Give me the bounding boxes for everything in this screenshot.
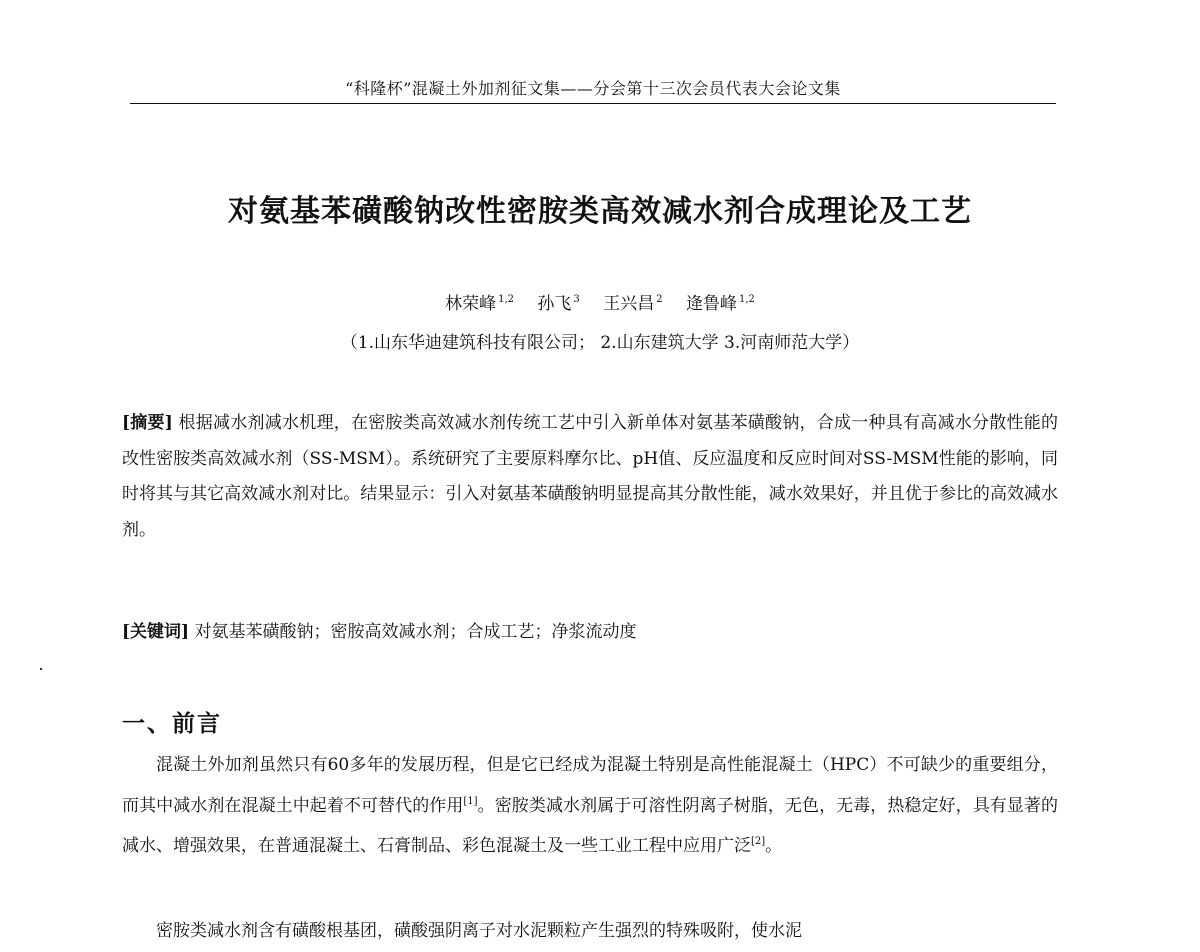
keywords-text: 对氨基苯磺酸钠；密胺高效减水剂；合成工艺；净浆流动度 [194, 622, 637, 642]
paragraph-text: 混凝土外加剂虽然只有60多年的发展历程，但是它已经成为混凝土特别是高性能混凝土（HPC）不可缺少的重要组分，而其中减水剂在混凝土中起着不可替代的作用 [122, 755, 1058, 816]
scan-speck [40, 668, 42, 670]
abstract-text: 根据减水剂减水机理，在密胺类高效减水剂传统工艺中引入新单体对氨基苯磺酸钠，合成一种具有高减水分散性能的改性密胺类高效减水剂（SS-MSM）。系统研究了主要原料摩尔比、pH值、反应温度和反应时间对SS-MSM性能的影响，同时将其与其它高效减水剂对比。结果显示：引入对氨基苯磺酸钠明显提高其分散性能，减水效果好，并且优于参比的高效减水剂。 [122, 413, 1058, 540]
paper-title: 对氨基苯磺酸钠改性密胺类高效减水剂合成理论及工艺 [228, 194, 972, 229]
author-4 [686, 294, 755, 314]
paragraph-text: 。密胺类减水剂属于可溶性阴离子树脂，无色，无毒，热稳定好，具有显著的减水、增强效果，在普通混凝土、石膏制品、彩色混凝土及一些工业工程中应用广泛 [122, 795, 1059, 856]
author-list [120, 289, 1080, 314]
author-affiliation-mark: 1,2 [498, 294, 515, 305]
citation-ref: [1] [463, 795, 478, 807]
running-header: “科隆杯”混凝土外加剂征文集——分会第十三次会员代表大会论文集 [345, 79, 841, 98]
author-name: 逄鲁峰 [685, 294, 737, 314]
header-rule [130, 103, 1056, 104]
author-affiliation-mark: 1,2 [738, 294, 755, 305]
author-1 [445, 294, 514, 314]
author-affiliation-mark: 2 [656, 294, 663, 305]
citation-ref: [2] [751, 836, 766, 847]
keywords-label: [关键词] [122, 622, 190, 642]
section-heading: 一、前言 [122, 711, 222, 737]
body-paragraph-1 [122, 748, 1058, 865]
author-2 [537, 294, 579, 314]
author-3 [603, 294, 662, 314]
affiliations: （1.山东华迪建筑科技有限公司； 2.山东建筑大学 3.河南师范大学） [340, 333, 860, 353]
body-paragraph-2 [122, 914, 1058, 950]
author-name: 孙飞 [537, 294, 572, 314]
author-affiliation-mark: 3 [573, 294, 580, 305]
abstract-label: [摘要] [122, 413, 173, 433]
abstract [122, 406, 1058, 548]
author-name: 林荣峰 [445, 294, 497, 314]
author-name: 王兴昌 [603, 294, 655, 314]
keywords [122, 615, 1058, 651]
paragraph-text: 密胺类减水剂含有磺酸根基团，磺酸强阴离子对水泥颗粒产生强烈的特殊吸附，使水泥 [156, 921, 802, 941]
paragraph-text: 。 [765, 836, 783, 856]
